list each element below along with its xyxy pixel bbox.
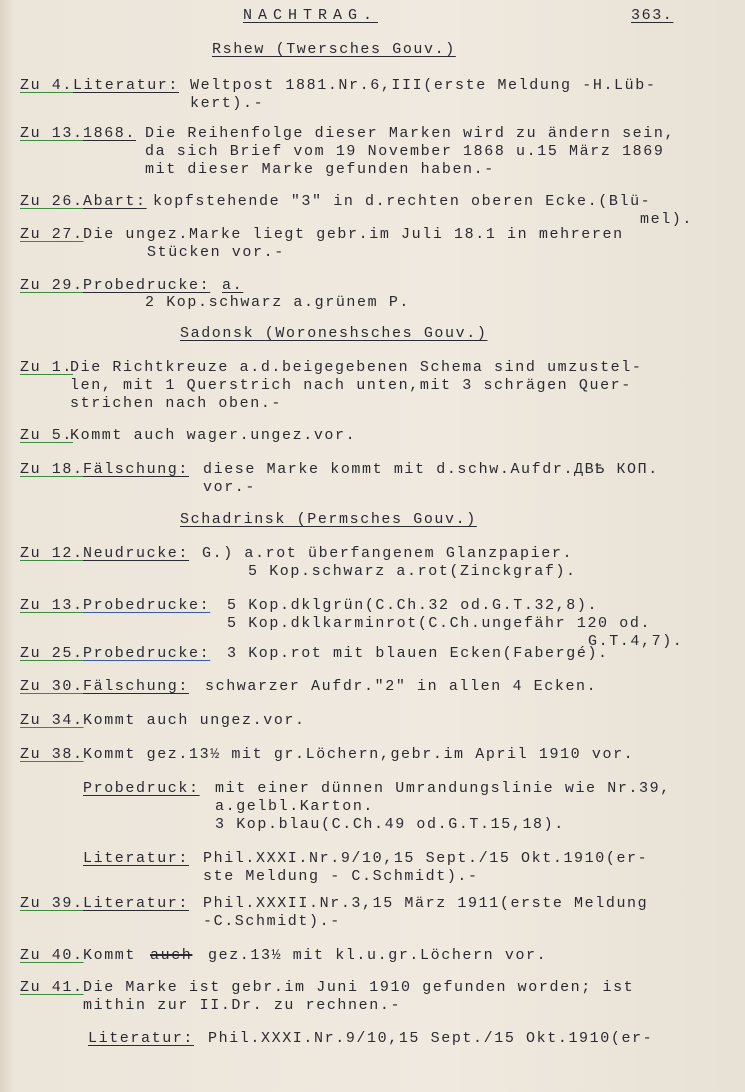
entry-text: Die Richtkreuze a.d.beigegebenen Schema sind umzustel- xyxy=(70,359,643,376)
entry-label: Probedrucke: xyxy=(83,277,211,294)
entry-text: gez.13½ mit kl.u.gr.Löchern vor. xyxy=(208,947,548,964)
entry-ref: Zu 34. xyxy=(20,712,84,729)
entry-ref: Zu 18. xyxy=(20,461,84,478)
entry-ref: Zu 39. xyxy=(20,895,84,912)
entry-ref: Zu 5. xyxy=(20,427,74,444)
entry-label: Literatur: xyxy=(73,77,180,94)
struck-word: auch xyxy=(150,947,193,964)
entry-label: Fälschung: xyxy=(83,461,190,478)
entry-text: Die Marke ist gebr.im Juni 1910 gefunden worden; ist xyxy=(83,979,635,996)
entry-ref: Zu 30. xyxy=(20,678,84,695)
entry-ref: Zu 25. xyxy=(20,645,84,662)
page-number: 363. xyxy=(631,7,674,24)
entry-text: Kommt auch wager.ungez.vor. xyxy=(70,427,357,444)
entry-text: Die ungez.Marke liegt gebr.im Juli 18.1 in mehreren xyxy=(83,226,624,243)
entry-text: 2 Kop.schwarz a.grünem P. xyxy=(145,294,411,311)
entry-text: mithin zur II.Dr. zu rechnen.- xyxy=(83,997,402,1014)
entry-ref: Zu 40. xyxy=(20,947,84,964)
entry-text: mel). xyxy=(640,211,694,228)
section-heading-rshew: Rshew (Twersches Gouv.) xyxy=(212,41,456,58)
entry-text: Phil.XXXII.Nr.3,15 März 1911(erste Meldung xyxy=(203,895,649,912)
entry-ref: Zu 27. xyxy=(20,226,84,243)
entry-text: Phil.XXXI.Nr.9/10,15 Sept./15 Okt.1910(er- xyxy=(208,1030,654,1047)
entry-label: Probedrucke: xyxy=(83,645,211,662)
entry-text: len, mit 1 Querstrich nach unten,mit 3 schrägen Quer- xyxy=(70,377,632,394)
entry-text: Kommt gez.13½ mit gr.Löchern,gebr.im April 1910 vor. xyxy=(83,746,635,763)
entry-text: strichen nach oben.- xyxy=(70,395,283,412)
section-heading-schadrinsk: Schadrinsk (Permsches Gouv.) xyxy=(180,511,477,528)
entry-text: 5 Kop.dklkarminrot(C.Ch.ungefähr 120 od. xyxy=(227,615,652,632)
entry-label: Literatur: xyxy=(83,850,190,867)
entry-text: mit einer dünnen Umrandungslinie wie Nr.39, xyxy=(215,780,671,797)
entry-text: 5 Kop.dklgrün(C.Ch.32 od.G.T.32,8). xyxy=(227,597,599,614)
entry-label: Probedruck: xyxy=(83,780,200,797)
entry-ref: Zu 13. xyxy=(20,597,84,614)
entry-text: da sich Brief vom 19 November 1868 u.15 März 1869 xyxy=(145,143,665,160)
entry-text: -C.Schmidt).- xyxy=(203,913,341,930)
entry-ref: Zu 41. xyxy=(20,979,84,996)
entry-text: Die Reihenfolge dieser Marken wird zu ändern sein, xyxy=(145,125,676,142)
entry-label: 1868. xyxy=(83,125,137,142)
entry-ref: Zu 38. xyxy=(20,746,84,763)
entry-text: ste Meldung - C.Schmidt).- xyxy=(203,868,479,885)
entry-label: Probedrucke: xyxy=(83,597,211,614)
entry-ref: Zu 26. xyxy=(20,193,84,210)
entry-ref: Zu 13. xyxy=(20,125,84,142)
entry-text: Stücken vor.- xyxy=(147,244,285,261)
entry-text: Weltpost 1881.Nr.6,III(erste Meldung -H.Lüb- xyxy=(190,77,657,94)
entry-text: kopfstehende "3" in d.rechten oberen Ecke.(Blü- xyxy=(153,193,652,210)
entry-text: Kommt xyxy=(83,947,137,964)
entry-ref: Zu 29. xyxy=(20,277,84,294)
entry-text: Kommt auch ungez.vor. xyxy=(83,712,306,729)
entry-text: diese Marke kommt mit d.schw.Aufdr.ДВѢ КОП. xyxy=(203,461,659,478)
entry-text: Phil.XXXI.Nr.9/10,15 Sept./15 Okt.1910(er- xyxy=(203,850,649,867)
entry-text: vor.- xyxy=(203,479,257,496)
entry-text: 3 Kop.blau(C.Ch.49 od.G.T.15,18). xyxy=(215,816,565,833)
entry-label: Literatur: xyxy=(83,895,190,912)
entry-label: Neudrucke: xyxy=(83,545,190,562)
section-heading-sadonsk: Sadonsk (Woroneshsches Gouv.) xyxy=(180,325,488,342)
entry-label: Literatur: xyxy=(88,1030,195,1047)
entry-text: mit dieser Marke gefunden haben.- xyxy=(145,161,495,178)
entry-ref: Zu 1. xyxy=(20,359,74,376)
entry-label-suffix: a. xyxy=(222,277,244,294)
entry-text: 5 Kop.schwarz a.rot(Zinckgraf). xyxy=(248,563,577,580)
entry-label: Abart: xyxy=(83,193,147,210)
entry-text: kert).- xyxy=(190,95,265,112)
page-header-title: NACHTRAG. xyxy=(243,7,379,24)
entry-label: Fälschung: xyxy=(83,678,190,695)
entry-ref: Zu 4. xyxy=(20,77,74,94)
entry-text: a.gelbl.Karton. xyxy=(215,798,375,815)
entry-text: 3 Kop.rot mit blauen Ecken(Fabergé). xyxy=(227,645,609,662)
entry-text: G.) a.rot überfangenem Glanzpapier. xyxy=(202,545,574,562)
entry-ref: Zu 12. xyxy=(20,545,84,562)
entry-text: schwarzer Aufdr."2" in allen 4 Ecken. xyxy=(205,678,598,695)
entry-text: G.T.4,7). xyxy=(588,633,684,650)
